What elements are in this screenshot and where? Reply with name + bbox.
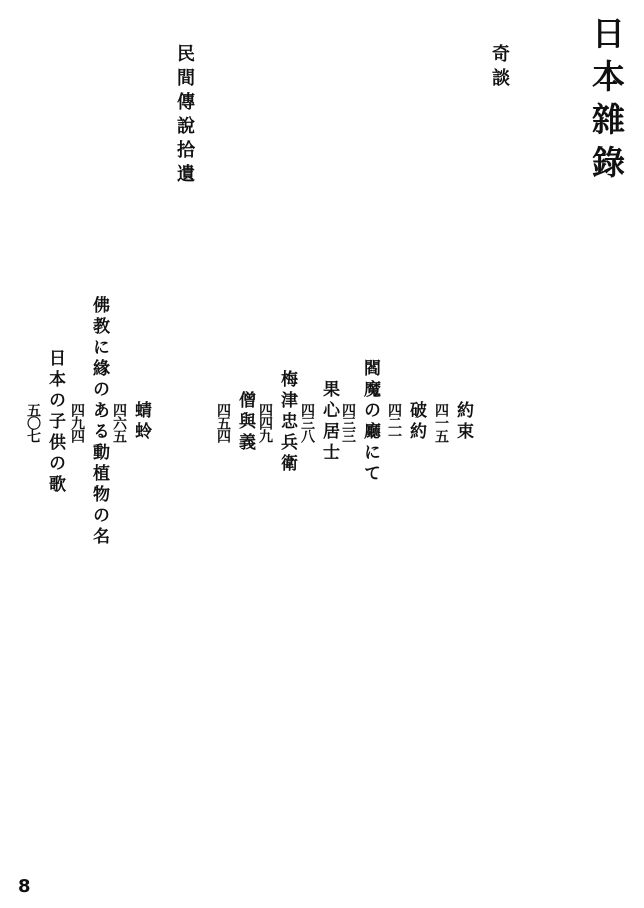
entry-title: 日本の子供の歌 bbox=[45, 348, 65, 496]
toc-entry[interactable] bbox=[111, 92, 154, 752]
toc-entry[interactable] bbox=[340, 92, 383, 752]
toc-entry[interactable] bbox=[215, 92, 258, 752]
section-title-minkan: 民間傳說拾遺 bbox=[174, 44, 195, 188]
entry-title: 梅津忠兵衛 bbox=[277, 369, 297, 475]
toc-entry[interactable] bbox=[25, 92, 68, 752]
entry-title: 果心居士 bbox=[319, 380, 339, 464]
entry-title: 破約 bbox=[406, 401, 426, 443]
entry-title: 閻魔の廳にて bbox=[360, 359, 380, 485]
entry-page: 四六五 bbox=[111, 402, 127, 442]
entry-title: 蜻蛉 bbox=[131, 401, 151, 443]
entry-page: 四三八 bbox=[299, 402, 315, 442]
section-title-kidan: 奇談 bbox=[489, 44, 510, 92]
entry-page: 五〇七 bbox=[25, 402, 41, 442]
entry-title: 僧與義 bbox=[235, 390, 255, 454]
toc-entry[interactable] bbox=[433, 92, 476, 752]
entry-page: 四四九 bbox=[257, 402, 273, 442]
entry-title: 約束 bbox=[453, 401, 473, 443]
entry-page: 四三三 bbox=[340, 402, 356, 442]
entry-page: 四一五 bbox=[433, 402, 449, 442]
entry-title: 佛教に緣のある動植物の名 bbox=[89, 296, 109, 548]
toc-entry[interactable] bbox=[299, 92, 342, 752]
entry-page: 四五四 bbox=[215, 402, 231, 442]
toc-entry[interactable] bbox=[69, 92, 112, 752]
book-title: 日本雜錄 bbox=[587, 16, 626, 188]
page-number: 8 bbox=[18, 876, 31, 897]
toc-entry[interactable] bbox=[257, 92, 300, 752]
entry-page: 四二一 bbox=[386, 402, 402, 442]
entry-page: 四九四 bbox=[69, 402, 85, 442]
toc-entry[interactable] bbox=[386, 92, 429, 752]
